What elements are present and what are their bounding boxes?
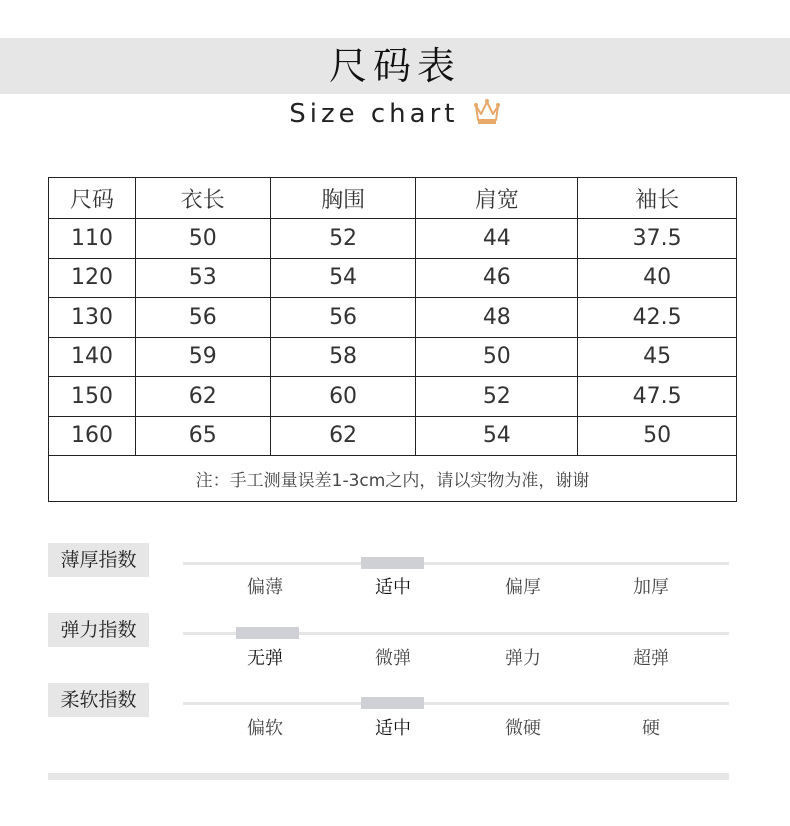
subtitle-text: Size chart	[289, 99, 459, 129]
header-chest: 胸围	[270, 178, 416, 219]
header-length: 衣长	[135, 178, 270, 219]
thickness-option: 加厚	[633, 577, 669, 598]
table-row	[49, 258, 737, 298]
table-row	[49, 219, 737, 259]
table-cell: 52	[270, 219, 416, 259]
header-shoulder: 肩宽	[416, 178, 578, 219]
table-cell: 37.5	[578, 219, 737, 259]
table-cell: 54	[416, 416, 578, 456]
elasticity-option-selected: 无弹	[247, 648, 283, 669]
table-cell: 58	[270, 337, 416, 377]
softness-option: 微硬	[505, 718, 541, 739]
header-sleeve: 袖长	[578, 178, 737, 219]
thickness-index-track	[183, 562, 729, 565]
elasticity-index-label: 弹力指数	[48, 613, 149, 647]
table-cell: 140	[49, 337, 136, 377]
table-cell: 44	[416, 219, 578, 259]
table-cell: 47.5	[578, 377, 737, 417]
softness-index-label: 柔软指数	[48, 683, 149, 717]
table-row	[49, 416, 737, 456]
elasticity-index-marker	[236, 627, 299, 639]
softness-index-track	[183, 702, 729, 705]
table-row	[49, 298, 737, 338]
note-row	[49, 456, 737, 502]
table-cell: 42.5	[578, 298, 737, 338]
table-row	[49, 377, 737, 417]
header-size: 尺码	[49, 178, 136, 219]
table-cell: 150	[49, 377, 136, 417]
measurement-note: 注：手工测量误差1-3cm之内，请以实物为准，谢谢	[49, 456, 737, 502]
table-cell: 56	[270, 298, 416, 338]
table-cell: 56	[135, 298, 270, 338]
table-cell: 60	[270, 377, 416, 417]
size-table	[48, 177, 737, 502]
thickness-option: 偏厚	[505, 577, 541, 598]
table-cell: 50	[135, 219, 270, 259]
thickness-option: 偏薄	[247, 577, 283, 598]
softness-option: 偏软	[247, 718, 283, 739]
table-cell: 65	[135, 416, 270, 456]
table-cell: 46	[416, 258, 578, 298]
table-cell: 48	[416, 298, 578, 338]
subtitle	[0, 96, 790, 133]
softness-option: 硬	[642, 718, 660, 739]
table-cell: 120	[49, 258, 136, 298]
table-cell: 54	[270, 258, 416, 298]
table-cell: 53	[135, 258, 270, 298]
table-row	[49, 337, 737, 377]
table-cell: 62	[135, 377, 270, 417]
table-cell: 62	[270, 416, 416, 456]
elasticity-option: 弹力	[505, 648, 541, 669]
table-cell: 52	[416, 377, 578, 417]
elasticity-option: 超弹	[633, 648, 669, 669]
table-cell: 40	[578, 258, 737, 298]
bottom-divider	[48, 773, 729, 780]
table-cell: 160	[49, 416, 136, 456]
table-cell: 110	[49, 219, 136, 259]
thickness-index-label: 薄厚指数	[48, 543, 149, 577]
page-title: 尺码表	[328, 44, 461, 88]
table-cell: 59	[135, 337, 270, 377]
thickness-index-marker	[361, 557, 424, 569]
table-cell: 130	[49, 298, 136, 338]
elasticity-option: 微弹	[375, 648, 411, 669]
thickness-option-selected: 适中	[375, 577, 411, 598]
table-header-row	[49, 178, 737, 219]
softness-index-marker	[361, 697, 424, 709]
softness-option-selected: 适中	[375, 718, 411, 739]
table-cell: 50	[578, 416, 737, 456]
crown-icon	[473, 96, 501, 133]
table-cell: 50	[416, 337, 578, 377]
table-cell: 45	[578, 337, 737, 377]
